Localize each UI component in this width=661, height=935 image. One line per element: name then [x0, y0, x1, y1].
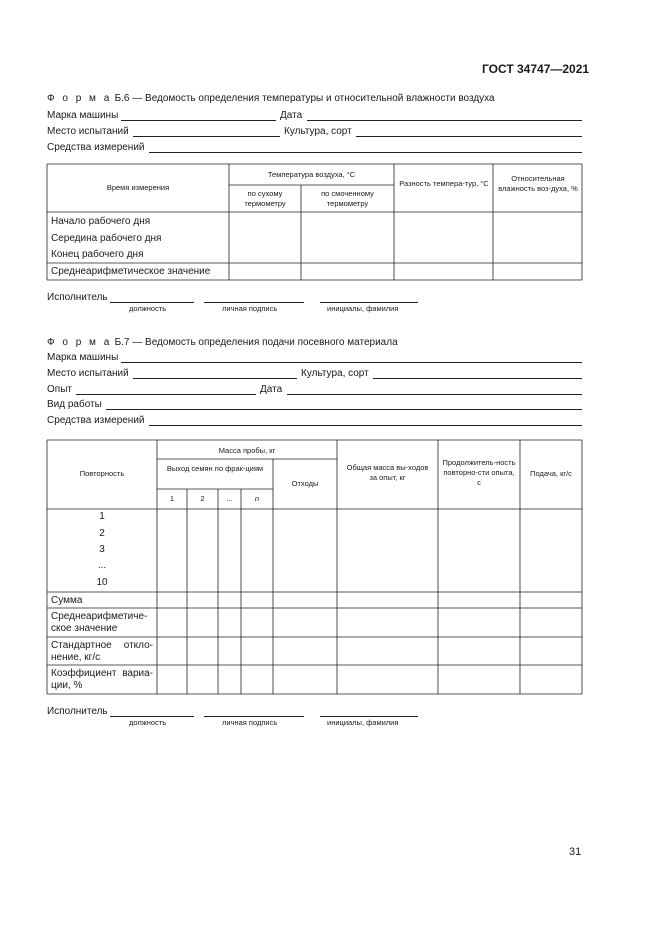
- form7-crop-label: Культура, сорт: [301, 368, 369, 379]
- form7-place-label: Место испытаний: [47, 368, 129, 379]
- form6-row-middle: Середина рабочего дня: [51, 233, 162, 244]
- form6-title-text: Б.6 — Ведомость определения температуры и относительной влажности воздуха: [114, 93, 495, 104]
- form6-col-wet: по смоченному термометру: [321, 189, 374, 208]
- form6-machine-label: Марка машины: [47, 110, 119, 121]
- form6-row-start: Начало рабочего дня: [51, 216, 151, 227]
- form6-row-end: Конец рабочего дня: [51, 249, 144, 260]
- form7-row-mean: Среднеарифметиче-ское значение: [51, 611, 148, 634]
- form7-performer-label: Исполнитель: [47, 706, 108, 717]
- page-number: 31: [569, 846, 582, 858]
- form7-means-label: Средства измерений: [47, 415, 145, 426]
- form7-col-mass: Масса пробы, кг: [218, 446, 276, 455]
- form7-fraction-n: n: [254, 494, 260, 503]
- form7-row-variation: Коэффициент вариа-ции, %: [51, 668, 153, 691]
- form7-rep-1: 1: [99, 511, 105, 522]
- standard-number: ГОСТ 34747—2021: [482, 62, 590, 76]
- form7-name-line[interactable]: [320, 716, 418, 717]
- form6-col-temp: Температура воздуха, °С: [267, 170, 356, 179]
- form7-rep-10: 10: [96, 577, 108, 588]
- form7-col-yield: Выход семян по фрак-циям: [166, 464, 264, 473]
- form7-date-label: Дата: [260, 384, 283, 395]
- form6-sign-caption: личная подпись: [222, 304, 278, 313]
- form7-sign-caption: личная подпись: [222, 718, 278, 727]
- form6-means-label: Средства измерений: [47, 142, 145, 153]
- form6-col-dry: по сухому термометру: [244, 189, 286, 208]
- form7-title-prefix: Ф о р м а: [47, 337, 112, 348]
- form6-col-time: Время измерения: [106, 183, 170, 192]
- form6-place-label: Место испытаний: [47, 126, 129, 137]
- form7-col-waste: Отходы: [291, 479, 319, 488]
- form7-rep-2: 2: [99, 528, 105, 539]
- form6-performer-label: Исполнитель: [47, 292, 108, 303]
- form6-position-caption: должность: [129, 304, 167, 313]
- form7-position-line[interactable]: [110, 716, 194, 717]
- form7-work-label: Вид работы: [47, 399, 102, 410]
- form7-rep-3: 3: [99, 544, 105, 555]
- form7-row-sum: Сумма: [51, 595, 83, 606]
- form6-date-label: Дата: [280, 110, 303, 121]
- form7-col-duration: Продолжитель-ность повторно-сти опыта, с: [442, 458, 516, 487]
- form6-crop-label: Культура, сорт: [284, 126, 352, 137]
- form7-row-stddev: Стандартное откло-нение, кг/с: [51, 640, 153, 663]
- form7-fraction-2: 2: [200, 494, 205, 503]
- form7-fraction-ellipsis: ...: [226, 494, 233, 503]
- form6-row-mean: Среднеарифметическое значение: [51, 266, 211, 277]
- form6-col-hum: Относительная влажность воз-духа, %: [498, 174, 578, 193]
- form7-position-caption: должность: [129, 718, 167, 727]
- form7-fraction-1: 1: [169, 494, 175, 503]
- form7-machine-label: Марка машины: [47, 352, 119, 363]
- form7-title-text: Б.7 — Ведомость определения подачи посевного материала: [114, 337, 398, 348]
- form7-col-repetition: Повторность: [79, 469, 125, 478]
- form7-col-total: Общая масса вы-ходов за опыт, кг: [346, 463, 429, 482]
- form7-rep-ellipsis: ...: [97, 560, 107, 571]
- form6-name-caption: инициалы, фамилия: [327, 304, 399, 313]
- form7-col-feed: Подача, кг/с: [530, 469, 572, 478]
- form6-col-diff: Разность темпера-тур, °С: [399, 179, 489, 188]
- form7-experiment-label: Опыт: [47, 384, 72, 395]
- form7-sign-line[interactable]: [204, 716, 304, 717]
- form6-title-prefix: Ф о р м а: [47, 93, 112, 104]
- form7-name-caption: инициалы, фамилия: [327, 718, 399, 727]
